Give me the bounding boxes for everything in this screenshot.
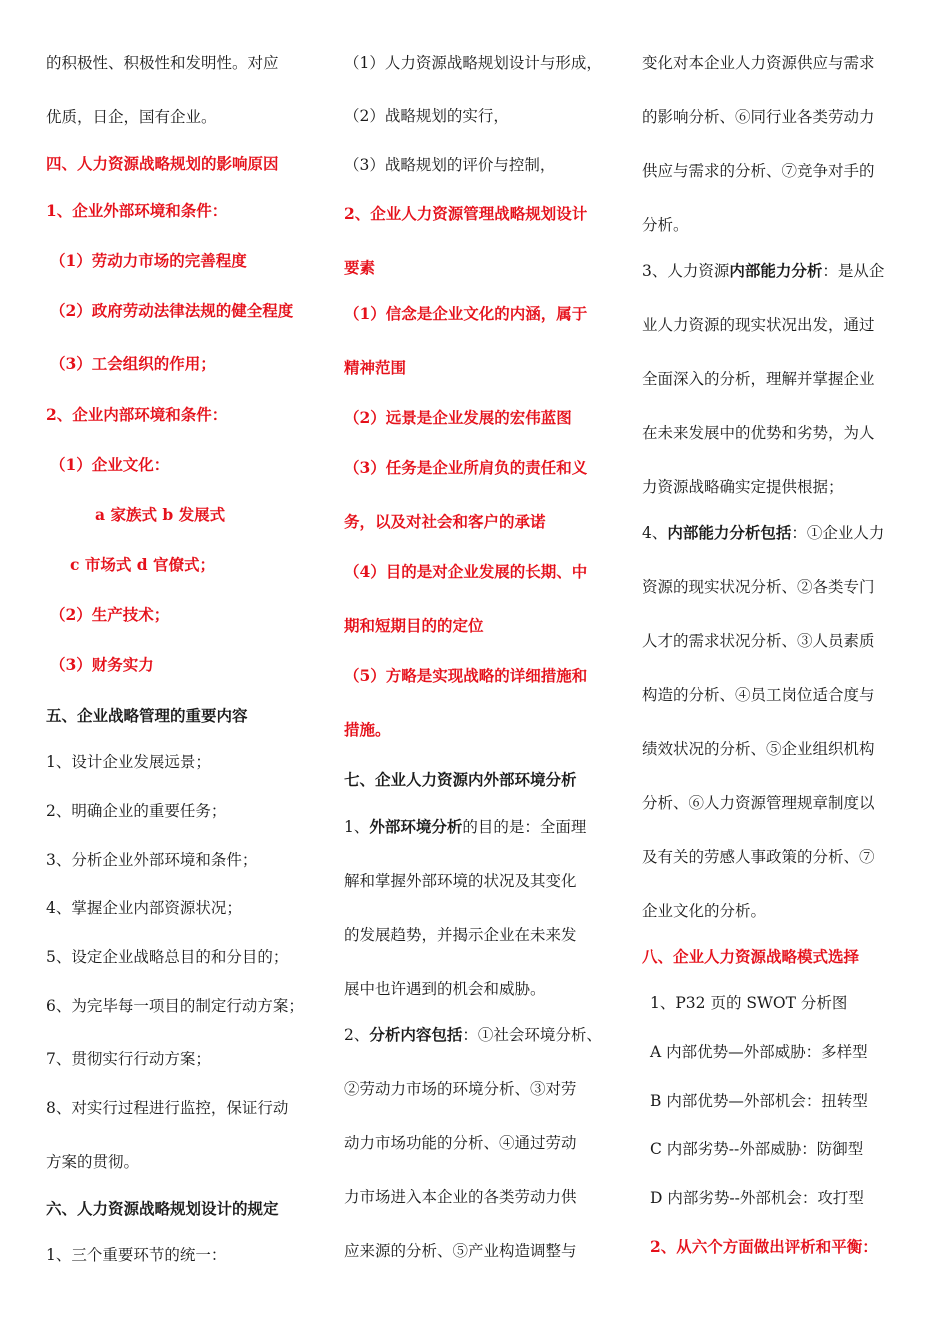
text-line: 变化对本企业人力资源供应与需求 (642, 54, 875, 72)
subheading: 2、企业内部环境和条件： (46, 405, 228, 424)
list-item: 1、P32 页的 SWOT 分析图 (650, 994, 848, 1012)
keyword: 内部能力分析 (729, 261, 823, 280)
list-item: 6、为完毕每一项目的制定行动方案； (46, 997, 304, 1015)
keyword: 外部环境分析 (369, 817, 463, 836)
section-heading: 六、人力资源战略规划设计的规定 (46, 1199, 279, 1218)
text-line: 人才的需求状况分析、③人员素质 (642, 632, 875, 650)
list-item: 2、明确企业的重要任务； (46, 802, 227, 820)
list-item: （1）企业文化： (50, 455, 170, 474)
list-item: （3）战略规划的评价与控制， (344, 156, 556, 174)
list-item: （2）战略规划的实行， (344, 107, 509, 125)
text-line: 4、内部能力分析包括：①企业人力 (642, 523, 885, 542)
list-item: （4）目的是对企业发展的长期、中 (344, 562, 588, 581)
text-line: 展中也许遇到的机会和威胁。 (344, 980, 546, 998)
list-item: B 内部优势—外部机会：扭转型 (650, 1092, 868, 1110)
section-heading: 四、人力资源战略规划的影响原因 (46, 154, 279, 173)
list-item: （1）人力资源战略规划设计与形成， (344, 54, 602, 72)
list-item: D 内部劣势--外部机会：攻打型 (650, 1189, 864, 1207)
list-item: 务，以及对社会和客户的承诺 (344, 512, 546, 531)
text-line: 分析。 (642, 216, 689, 234)
text-line: 的影响分析、⑥同行业各类劳动力 (642, 108, 875, 126)
list-item: 5、设定企业战略总目的和分目的； (46, 948, 289, 966)
text-line: 应来源的分析、⑤产业构造调整与 (344, 1242, 577, 1260)
list-item: a 家族式 b 发展式 (95, 505, 226, 524)
list-item: （2）远景是企业发展的宏伟蓝图 (344, 408, 572, 427)
list-item: c 市场式 d 官僚式； (70, 555, 215, 574)
text-line: 力资源战略确实定提供根据； (642, 478, 844, 496)
section-heading: 七、企业人力资源内外部环境分析 (344, 770, 577, 789)
list-item: （1）劳动力市场的完善程度 (50, 251, 247, 270)
text-line: ②劳动力市场的环境分析、③对劳 (344, 1080, 577, 1098)
list-item: 措施。 (344, 720, 391, 739)
list-item: 1、三个重要环节的统一： (46, 1246, 227, 1264)
text-line: 绩效状况的分析、⑤企业组织机构 (642, 740, 875, 758)
text-line: 力市场进入本企业的各类劳动力供 (344, 1188, 577, 1206)
text-line: 业人力资源的现实状况出发，通过 (642, 316, 875, 334)
section-heading: 五、企业战略管理的重要内容 (46, 706, 248, 725)
subheading: 1、企业外部环境和条件： (46, 201, 228, 220)
list-item: （3）财务实力 (50, 655, 154, 674)
list-item: （3）工会组织的作用； (50, 354, 216, 373)
text-line: 全面深入的分析，理解并掌握企业 (642, 370, 875, 388)
text-line: 的积极性、积极性和发明性。对应 (46, 54, 279, 72)
text-line: 构造的分析、④员工岗位适合度与 (642, 686, 875, 704)
section-heading: 八、企业人力资源战略模式选择 (642, 947, 860, 966)
list-item: （3）任务是企业所肩负的责任和义 (344, 458, 588, 477)
list-item: （2）政府劳动法律法规的健全程度 (50, 301, 294, 320)
text-line: 供应与需求的分析、⑦竞争对手的 (642, 162, 875, 180)
text-line: 企业文化的分析。 (642, 902, 767, 920)
list-item: （5）方略是实现战略的详细措施和 (344, 666, 588, 685)
list-item: 期和短期目的的定位 (344, 616, 484, 635)
list-item: 4、掌握企业内部资源状况； (46, 899, 242, 917)
list-item: 精神范围 (344, 358, 407, 377)
list-item: 8、对实行过程进行监控，保证行动 (46, 1099, 289, 1117)
text-line: 解和掌握外部环境的状况及其变化 (344, 872, 577, 890)
text-line: 在未来发展中的优势和劣势，为人 (642, 424, 875, 442)
text-line: 资源的现实状况分析、②各类专门 (642, 578, 875, 596)
text-line: 3、人力资源内部能力分析：是从企 (642, 261, 885, 280)
subheading: 要素 (344, 258, 376, 277)
subheading: 2、从六个方面做出评析和平衡： (650, 1237, 878, 1256)
list-item: 3、分析企业外部环境和条件； (46, 851, 258, 869)
text-line: 的发展趋势，并揭示企业在未来发 (344, 926, 577, 944)
list-item: C 内部劣势--外部威胁：防御型 (650, 1140, 864, 1158)
text-line: 动力市场功能的分析、④通过劳动 (344, 1134, 577, 1152)
subheading: 2、企业人力资源管理战略规划设计 (344, 204, 588, 223)
list-item: 1、设计企业发展远景； (46, 753, 211, 771)
text-line: 方案的贯彻。 (46, 1153, 140, 1171)
text-line: 1、外部环境分析的目的是：全面理 (344, 817, 587, 836)
text-line: 及有关的劳感人事政策的分析、⑦ (642, 848, 875, 866)
list-item: （1）信念是企业文化的内涵，属于 (344, 304, 588, 323)
list-item: A 内部优势—外部威胁：多样型 (650, 1043, 868, 1061)
text-line: 2、分析内容包括：①社会环境分析、 (344, 1025, 602, 1044)
list-item: （2）生产技术； (50, 605, 170, 624)
text-line: 优质，日企，国有企业。 (46, 108, 217, 126)
keyword: 分析内容包括 (369, 1025, 463, 1044)
keyword: 内部能力分析包括 (667, 523, 792, 542)
text-line: 分析、⑥人力资源管理规章制度以 (642, 794, 875, 812)
list-item: 7、贯彻实行行动方案； (46, 1050, 211, 1068)
